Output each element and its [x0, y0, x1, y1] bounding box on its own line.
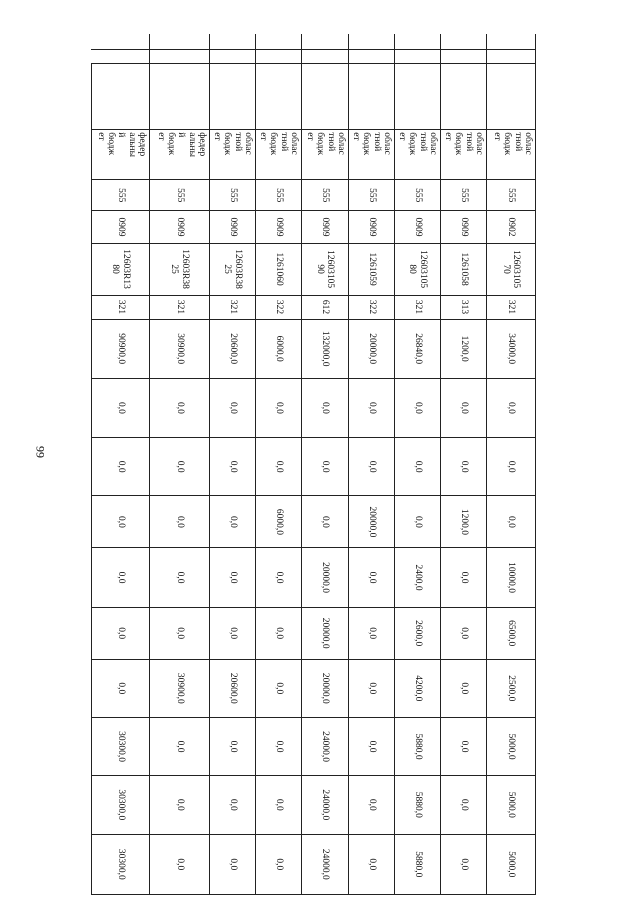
amount-cell: 30300,0	[92, 834, 150, 895]
amount-cell: 0,0	[150, 548, 210, 607]
amount-cell: 20000,0	[302, 548, 349, 607]
amount-cell: 132000,0	[302, 319, 349, 378]
amount-cell: 0,0	[349, 717, 395, 775]
amount-cell: 5000,0	[487, 776, 536, 834]
amount-cell: 0,0	[487, 378, 536, 437]
amount-cell: 0,0	[210, 776, 256, 834]
blank-cell	[349, 50, 395, 64]
amount-cell: 5000,0	[487, 717, 536, 775]
grbs-code-cell: 555	[302, 180, 349, 211]
blank-cell	[487, 34, 536, 50]
amount-cell: 0,0	[210, 548, 256, 607]
amount-cell: 0,0	[150, 438, 210, 496]
blank-cell	[150, 50, 210, 64]
blank-cell	[302, 34, 349, 50]
amount-cell: 0,0	[441, 548, 487, 607]
amount-cell: 5000,0	[487, 834, 536, 895]
expense-type-cell: 322	[349, 295, 395, 319]
table-row	[256, 34, 302, 895]
amount-cell: 4200,0	[395, 659, 441, 717]
target-article-cell: 12603R13 80	[92, 243, 150, 295]
amount-cell: 0,0	[302, 496, 349, 548]
amount-cell: 20000,0	[302, 607, 349, 659]
grbs-code-cell: 555	[150, 180, 210, 211]
amount-cell: 0,0	[210, 717, 256, 775]
table-row	[487, 34, 536, 895]
expense-type-cell: 612	[302, 295, 349, 319]
amount-cell: 0,0	[256, 659, 302, 717]
section-code-cell: 0909	[92, 211, 150, 243]
amount-cell: 0,0	[256, 717, 302, 775]
target-article-cell: 12603R38 25	[210, 243, 256, 295]
section-code-cell: 0909	[256, 211, 302, 243]
budget-table-wrapper	[97, 34, 536, 895]
amount-cell: 0,0	[349, 438, 395, 496]
target-article-cell: 12603105 70	[487, 243, 536, 295]
expense-type-cell: 322	[256, 295, 302, 319]
amount-cell: 0,0	[256, 438, 302, 496]
amount-cell: 20600,0	[210, 319, 256, 378]
amount-cell: 0,0	[302, 378, 349, 437]
amount-cell: 0,0	[150, 834, 210, 895]
blank-cell	[395, 63, 441, 130]
grbs-code-cell: 555	[92, 180, 150, 211]
amount-cell: 0,0	[487, 496, 536, 548]
amount-cell: 90900,0	[92, 319, 150, 378]
amount-cell: 0,0	[210, 834, 256, 895]
grbs-code-cell: 555	[395, 180, 441, 211]
expense-type-cell: 321	[210, 295, 256, 319]
amount-cell: 5880,0	[395, 717, 441, 775]
amount-cell: 2400,0	[395, 548, 441, 607]
grbs-code-cell: 555	[210, 180, 256, 211]
amount-cell: 0,0	[92, 607, 150, 659]
amount-cell: 1200,0	[441, 496, 487, 548]
blank-cell	[256, 63, 302, 130]
funding-source-cell: федер альны й бюдж ет	[92, 130, 150, 180]
amount-cell: 0,0	[210, 496, 256, 548]
amount-cell: 6500,0	[487, 607, 536, 659]
amount-cell: 6000,0	[256, 319, 302, 378]
section-code-cell: 0909	[349, 211, 395, 243]
amount-cell: 0,0	[150, 776, 210, 834]
amount-cell: 0,0	[150, 607, 210, 659]
funding-source-cell: облас тной бюдж ет	[256, 130, 302, 180]
amount-cell: 0,0	[441, 607, 487, 659]
amount-cell: 0,0	[210, 438, 256, 496]
section-code-cell: 0909	[441, 211, 487, 243]
amount-cell: 24000,0	[302, 776, 349, 834]
amount-cell: 1200,0	[441, 319, 487, 378]
table-row	[92, 34, 150, 895]
section-code-cell: 0909	[150, 211, 210, 243]
target-article-cell: 1261059	[349, 243, 395, 295]
amount-cell: 0,0	[150, 496, 210, 548]
grbs-code-cell: 555	[441, 180, 487, 211]
amount-cell: 24000,0	[302, 834, 349, 895]
budget-table	[91, 34, 536, 895]
amount-cell: 34000,0	[487, 319, 536, 378]
blank-cell	[349, 34, 395, 50]
amount-cell: 0,0	[210, 607, 256, 659]
amount-cell: 0,0	[92, 378, 150, 437]
section-code-cell: 0902	[487, 211, 536, 243]
expense-type-cell: 321	[92, 295, 150, 319]
amount-cell: 0,0	[256, 834, 302, 895]
amount-cell: 10000,0	[487, 548, 536, 607]
expense-type-cell: 321	[395, 295, 441, 319]
expense-type-cell: 321	[150, 295, 210, 319]
blank-cell	[92, 34, 150, 50]
blank-cell	[150, 63, 210, 130]
amount-cell: 0,0	[349, 548, 395, 607]
amount-cell: 0,0	[92, 438, 150, 496]
target-article-cell: 1261060	[256, 243, 302, 295]
amount-cell: 0,0	[210, 378, 256, 437]
blank-cell	[487, 50, 536, 64]
amount-cell: 6000,0	[256, 496, 302, 548]
amount-cell: 0,0	[441, 659, 487, 717]
amount-cell: 0,0	[395, 496, 441, 548]
funding-source-cell: облас тной бюдж ет	[395, 130, 441, 180]
grbs-code-cell: 555	[349, 180, 395, 211]
amount-cell: 0,0	[487, 438, 536, 496]
amount-cell: 0,0	[150, 378, 210, 437]
target-article-cell: 12603105 90	[302, 243, 349, 295]
amount-cell: 2500,0	[487, 659, 536, 717]
amount-cell: 0,0	[441, 834, 487, 895]
amount-cell: 2600,0	[395, 607, 441, 659]
amount-cell: 20000,0	[349, 496, 395, 548]
amount-cell: 30900,0	[150, 319, 210, 378]
funding-source-cell: облас тной бюдж ет	[210, 130, 256, 180]
blank-cell	[349, 63, 395, 130]
amount-cell: 0,0	[256, 776, 302, 834]
funding-source-cell: облас тной бюдж ет	[349, 130, 395, 180]
amount-cell: 0,0	[349, 607, 395, 659]
grbs-code-cell: 555	[256, 180, 302, 211]
amount-cell: 20600,0	[210, 659, 256, 717]
blank-cell	[210, 34, 256, 50]
blank-cell	[487, 63, 536, 130]
target-article-cell: 12603R38 25	[150, 243, 210, 295]
amount-cell: 0,0	[395, 438, 441, 496]
amount-cell: 0,0	[349, 834, 395, 895]
blank-cell	[441, 50, 487, 64]
amount-cell: 30300,0	[92, 776, 150, 834]
grbs-code-cell: 555	[487, 180, 536, 211]
amount-cell: 0,0	[441, 776, 487, 834]
amount-cell: 0,0	[349, 659, 395, 717]
table-row	[150, 34, 210, 895]
blank-cell	[441, 34, 487, 50]
amount-cell: 0,0	[441, 378, 487, 437]
amount-cell: 26840,0	[395, 319, 441, 378]
blank-cell	[256, 34, 302, 50]
blank-cell	[256, 50, 302, 64]
funding-source-cell: федер альны й бюдж ет	[150, 130, 210, 180]
target-article-cell: 12603105 80	[395, 243, 441, 295]
blank-cell	[441, 63, 487, 130]
blank-cell	[302, 50, 349, 64]
blank-cell	[92, 63, 150, 130]
funding-source-cell: облас тной бюдж ет	[302, 130, 349, 180]
page-number: 99	[33, 446, 48, 458]
section-code-cell: 0909	[210, 211, 256, 243]
table-row	[349, 34, 395, 895]
blank-cell	[150, 34, 210, 50]
blank-cell	[302, 63, 349, 130]
amount-cell: 0,0	[150, 717, 210, 775]
amount-cell: 30900,0	[150, 659, 210, 717]
amount-cell: 0,0	[256, 378, 302, 437]
amount-cell: 0,0	[92, 548, 150, 607]
section-code-cell: 0909	[395, 211, 441, 243]
amount-cell: 0,0	[302, 438, 349, 496]
amount-cell: 0,0	[441, 717, 487, 775]
expense-type-cell: 321	[487, 295, 536, 319]
amount-cell: 0,0	[441, 438, 487, 496]
amount-cell: 0,0	[92, 496, 150, 548]
section-code-cell: 0909	[302, 211, 349, 243]
table-row	[441, 34, 487, 895]
amount-cell: 30300,0	[92, 717, 150, 775]
expense-type-cell: 313	[441, 295, 487, 319]
blank-cell	[210, 50, 256, 64]
amount-cell: 20000,0	[349, 319, 395, 378]
table-row	[302, 34, 349, 895]
amount-cell: 0,0	[92, 659, 150, 717]
table-row	[210, 34, 256, 895]
amount-cell: 0,0	[256, 607, 302, 659]
blank-cell	[395, 50, 441, 64]
amount-cell: 20000,0	[302, 659, 349, 717]
amount-cell: 0,0	[349, 776, 395, 834]
funding-source-cell: облас тной бюдж ет	[441, 130, 487, 180]
table-body	[92, 34, 536, 895]
table-row	[395, 34, 441, 895]
target-article-cell: 1261058	[441, 243, 487, 295]
blank-cell	[210, 63, 256, 130]
blank-cell	[92, 50, 150, 64]
amount-cell: 0,0	[349, 378, 395, 437]
amount-cell: 0,0	[395, 378, 441, 437]
blank-cell	[395, 34, 441, 50]
amount-cell: 5880,0	[395, 776, 441, 834]
funding-source-cell: облас тной бюдж ет	[487, 130, 536, 180]
amount-cell: 0,0	[256, 548, 302, 607]
amount-cell: 5880,0	[395, 834, 441, 895]
amount-cell: 24000,0	[302, 717, 349, 775]
